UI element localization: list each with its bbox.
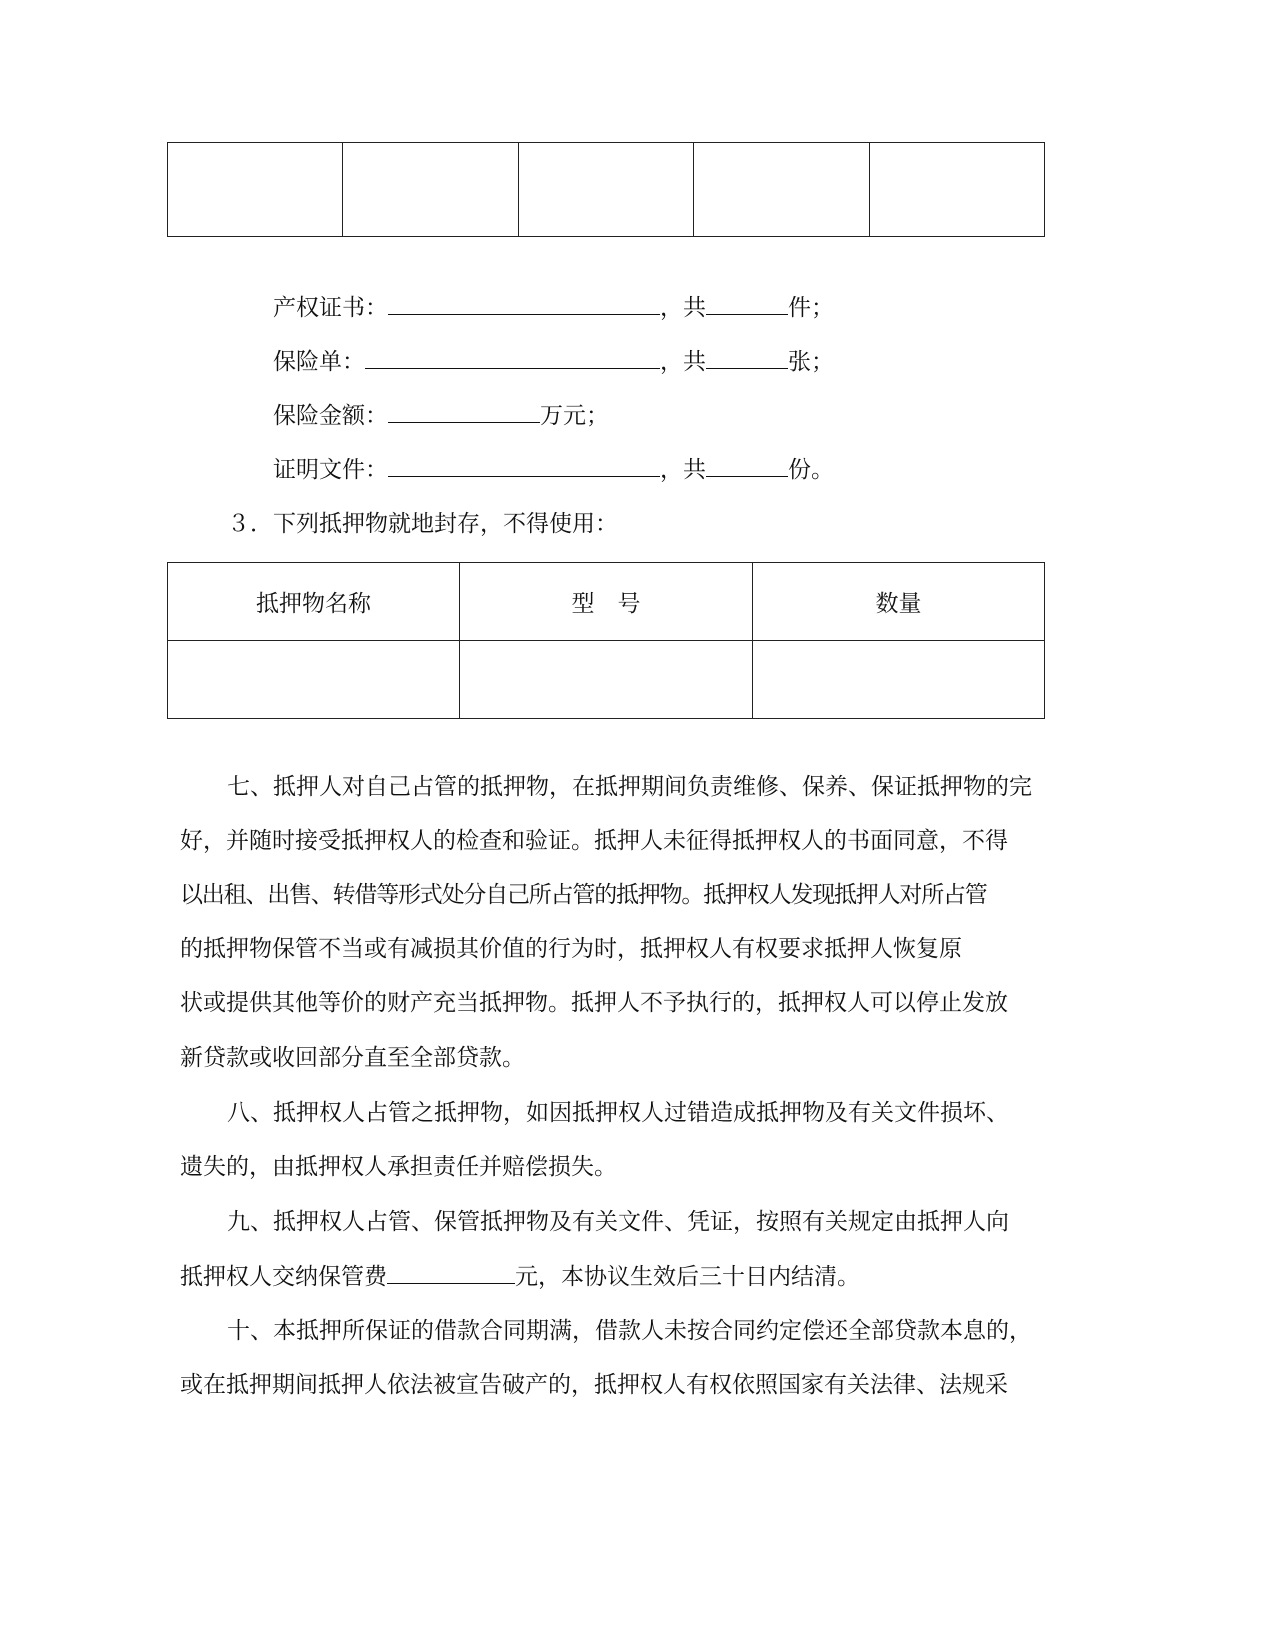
amount-unit: 万元； (540, 403, 609, 429)
policy-unit: 张； (788, 349, 834, 375)
clause-8-line-2: 遗失的，由抵押权人承担责任并赔偿损失。 (180, 1154, 617, 1180)
table-cell (168, 641, 460, 719)
table-cell (518, 143, 693, 237)
policy-count-blank[interactable] (706, 346, 788, 369)
clause-7-line-2: 好，并随时接受抵押权人的检查和验证。抵押人未征得抵押权人的书面同意，不得 (180, 828, 1008, 854)
clause-7-line-5: 状或提供其他等价的财产充当抵押物。抵押人不予执行的，抵押权人可以停止发放 (180, 990, 1008, 1016)
proof-blank[interactable] (388, 454, 660, 477)
clause-7-line-4: 的抵押物保管不当或有减损其价值的行为时，抵押权人有权要求抵押人恢复原 (180, 936, 962, 962)
clause-10-line-2: 或在抵押期间抵押人依法被宣告破产的，抵押权人有权依照国家有关法律、法规采 (180, 1372, 1008, 1398)
table-cell (694, 143, 869, 237)
table-cell (752, 641, 1044, 719)
clause-9-line-2 (180, 1261, 860, 1292)
table-cell (168, 143, 343, 237)
certificate-blank[interactable] (388, 292, 660, 315)
header-quantity: 数量 (752, 563, 1044, 641)
certificate-sep: ，共 (660, 295, 706, 321)
table-row (168, 143, 1045, 237)
certificate-line (273, 292, 834, 323)
table-cell (869, 143, 1044, 237)
certificate-label: 产权证书： (273, 295, 388, 321)
proof-unit: 份。 (788, 457, 834, 483)
clause-9-text-before: 抵押权人交纳保管费 (180, 1264, 387, 1290)
top-table (167, 142, 1045, 237)
policy-sep: ，共 (660, 349, 706, 375)
amount-line (273, 400, 609, 431)
proof-line (273, 454, 834, 485)
amount-blank[interactable] (388, 400, 540, 423)
storage-fee-blank[interactable] (387, 1261, 515, 1284)
amount-label: 保险金额： (273, 403, 388, 429)
policy-label: 保险单： (273, 349, 365, 375)
proof-label: 证明文件： (273, 457, 388, 483)
proof-sep: ，共 (660, 457, 706, 483)
clause-7-line-6: 新贷款或收回部分直至全部贷款。 (180, 1045, 525, 1071)
table-header-row (168, 563, 1045, 641)
header-name: 抵押物名称 (168, 563, 460, 641)
clause-9-text-after: 元，本协议生效后三十日内结清。 (515, 1264, 860, 1290)
clause-8-line-1: 八、抵押权人占管之抵押物，如因抵押权人过错造成抵押物及有关文件损坏、 (227, 1100, 1009, 1126)
policy-blank[interactable] (365, 346, 660, 369)
clause-10-line-1: 十、本抵押所保证的借款合同期满，借款人未按合同约定偿还全部贷款本息的， (227, 1318, 1032, 1344)
table-cell (343, 143, 518, 237)
proof-count-blank[interactable] (706, 454, 788, 477)
clause-9-line-1: 九、抵押权人占管、保管抵押物及有关文件、凭证，按照有关规定由抵押人向 (227, 1209, 1009, 1235)
header-model: 型 号 (460, 563, 753, 641)
clause-7-line-1: 七、抵押人对自己占管的抵押物，在抵押期间负责维修、保养、保证抵押物的完 (227, 774, 1032, 800)
policy-line (273, 346, 834, 377)
table-row (168, 641, 1045, 719)
certificate-count-blank[interactable] (706, 292, 788, 315)
seal-table (167, 562, 1045, 719)
item-3: ３．下列抵押物就地封存，不得使用： (227, 511, 618, 537)
certificate-unit: 件； (788, 295, 834, 321)
clause-7-line-3: 以出租、出售、转借等形式处分自己所占管的抵押物。抵押权人发现抵押人对所占管 (180, 882, 987, 908)
table-cell (460, 641, 753, 719)
